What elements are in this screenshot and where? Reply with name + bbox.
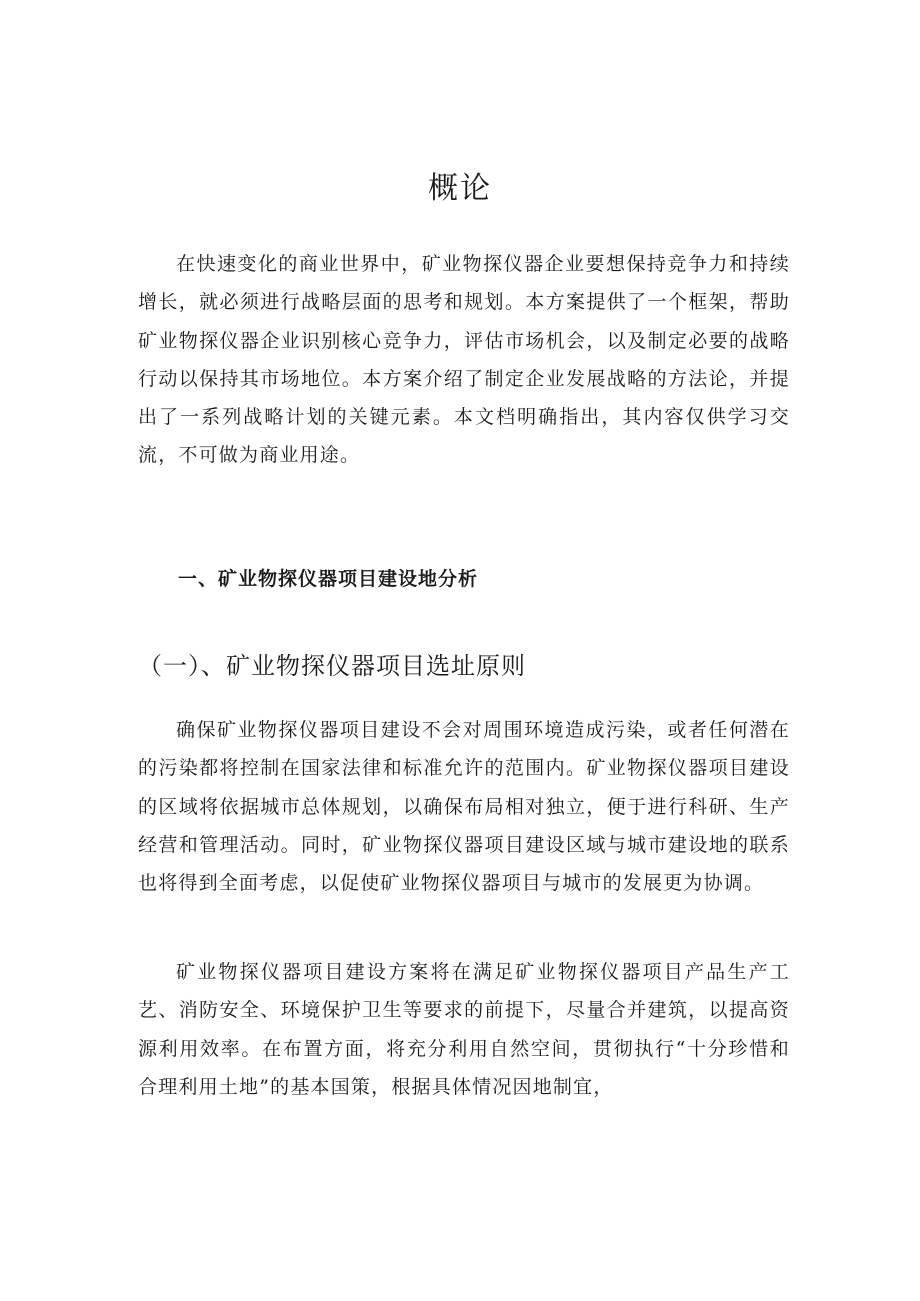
- body-paragraph: 矿业物探仪器项目建设方案将在满足矿业物探仪器项目产品生产工艺、消防安全、环境保护卫生等要求的前提下，尽量合并建筑，以提高资源利用效率。在布置方面，将充分利用自然空间，贯彻执行“十分珍惜和合理利用土地”的基本国策，根据具体情况因地制宜，: [138, 961, 790, 1098]
- subsection-heading: （一）、矿业物探仪器项目选址原则: [138, 652, 526, 680]
- document-title: 概论: [428, 171, 492, 206]
- section-heading: 一、矿业物探仪器项目建设地分析: [178, 568, 479, 590]
- body-paragraph: 确保矿业物探仪器项目建设不会对周围环境造成污染，或者任何潜在的污染都将控制在国家法律和标准允许的范围内。矿业物探仪器项目建设的区域将依据城市总体规划，以确保布局相对独立，便于进行科研、生产经营和管理活动。同时，矿业物探仪器项目建设区域与城市建设地的联系也将得到全面考虑，以促使矿业物探仪器项目与城市的发展更为协调。: [138, 719, 790, 895]
- intro-paragraph: 在快速变化的商业世界中，矿业物探仪器企业要想保持竞争力和持续增长，就必须进行战略层面的思考和规划。本方案提供了一个框架，帮助矿业物探仪器企业识别核心竞争力，评估市场机会，以及制定必要的战略行动以保持其市场地位。本方案介绍了制定企业发展战略的方法论，并提出了一系列战略计划的关键元素。本文档明确指出，其内容仅供学习交流，不可做为商业用途。: [138, 253, 790, 467]
